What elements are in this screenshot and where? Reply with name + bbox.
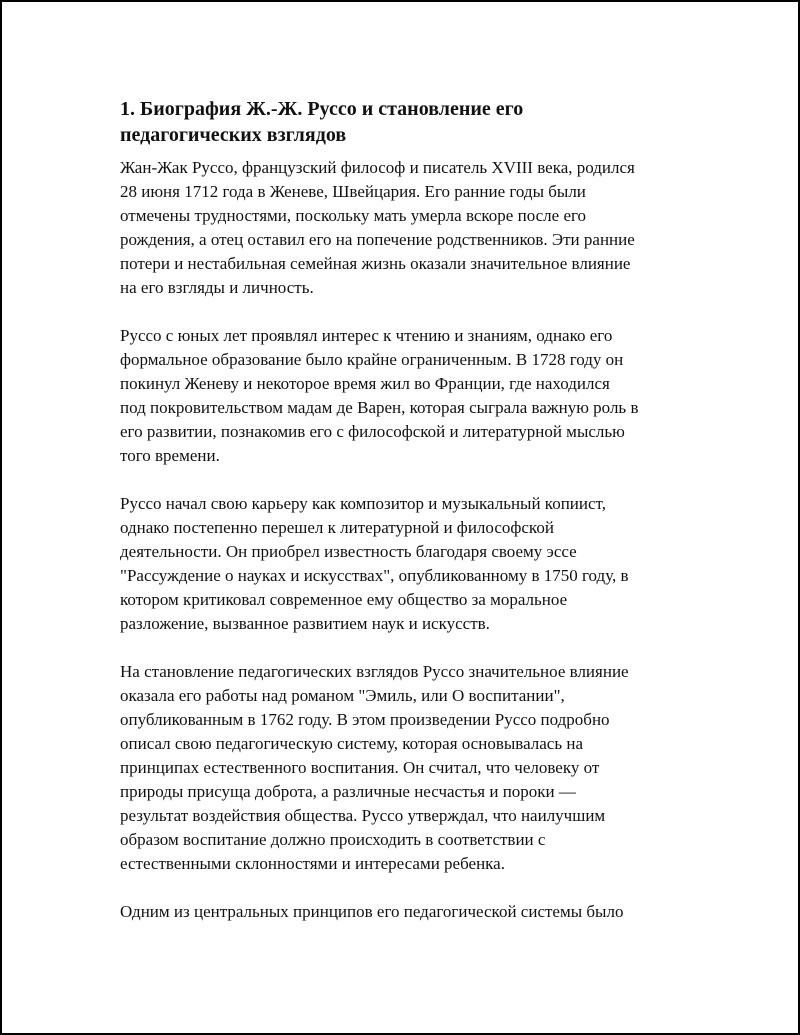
text-line: покинул Женеву и некоторое время жил во Франции, где находился	[120, 374, 610, 393]
text-line: его развитии, познакомив его с философской и литературной мыслью	[120, 422, 625, 441]
text-line: принципах естественного воспитания. Он считал, что человеку от	[120, 758, 600, 777]
text-line: котором критиковал современное ему общество за моральное	[120, 590, 568, 609]
heading-line: 1. Биография Ж.-Ж. Руссо и становление его	[120, 98, 524, 120]
paragraph-2	[120, 324, 690, 468]
paragraph-1	[120, 156, 690, 300]
text-line: образом воспитание должно происходить в соответствии с	[120, 830, 546, 849]
text-line: отмечены трудностями, поскольку мать умерла вскоре после его	[120, 206, 587, 225]
text-line: результат воздействия общества. Руссо утверждал, что наилучшим	[120, 806, 606, 825]
text-line: формальное образование было крайне ограниченным. В 1728 году он	[120, 350, 624, 369]
text-line: На становление педагогических взглядов Руссо значительное влияние	[120, 662, 629, 681]
heading-line: педагогических взглядов	[120, 124, 347, 146]
text-line: рождения, а отец оставил его на попечение родственников. Эти ранние	[120, 230, 635, 249]
section-heading	[120, 96, 690, 148]
text-line: Руссо начал свою карьеру как композитор и музыкальный копиист,	[120, 494, 606, 513]
text-line: Руссо с юных лет проявлял интерес к чтению и знаниям, однако его	[120, 326, 613, 345]
document-body	[120, 96, 690, 948]
text-line: Одним из центральных принципов его педагогической системы было	[120, 902, 624, 921]
text-line: однако постепенно перешел к литературной и философской	[120, 518, 554, 537]
text-line: естественными склонностями и интересами ребенка.	[120, 854, 505, 873]
text-line: опубликованным в 1762 году. В этом произведении Руссо подробно	[120, 710, 610, 729]
text-line: того времени.	[120, 446, 220, 465]
text-line: под покровительством мадам де Варен, которая сыграла важную роль в	[120, 398, 639, 417]
text-line: на его взгляды и личность.	[120, 278, 314, 297]
text-line: описал свою педагогическую систему, которая основывалась на	[120, 734, 583, 753]
text-line: потери и нестабильная семейная жизнь оказали значительное влияние	[120, 254, 631, 273]
paragraph-3	[120, 492, 690, 636]
paragraph-4	[120, 660, 690, 876]
text-line: природы присуща доброта, а различные несчастья и пороки —	[120, 782, 576, 801]
text-line: разложение, вызванное развитием наук и искусств.	[120, 614, 490, 633]
text-line: Жан-Жак Руссо, французский философ и писатель XVIII века, родился	[120, 158, 635, 177]
text-line: оказала его работы над романом "Эмиль, или О воспитании",	[120, 686, 565, 705]
text-line: "Рассуждение о науках и искусствах", опубликованному в 1750 году, в	[120, 566, 629, 585]
paragraph-5	[120, 900, 690, 924]
text-line: деятельности. Он приобрел известность благодаря своему эссе	[120, 542, 577, 561]
text-line: 28 июня 1712 года в Женеве, Швейцария. Его ранние годы были	[120, 182, 586, 201]
